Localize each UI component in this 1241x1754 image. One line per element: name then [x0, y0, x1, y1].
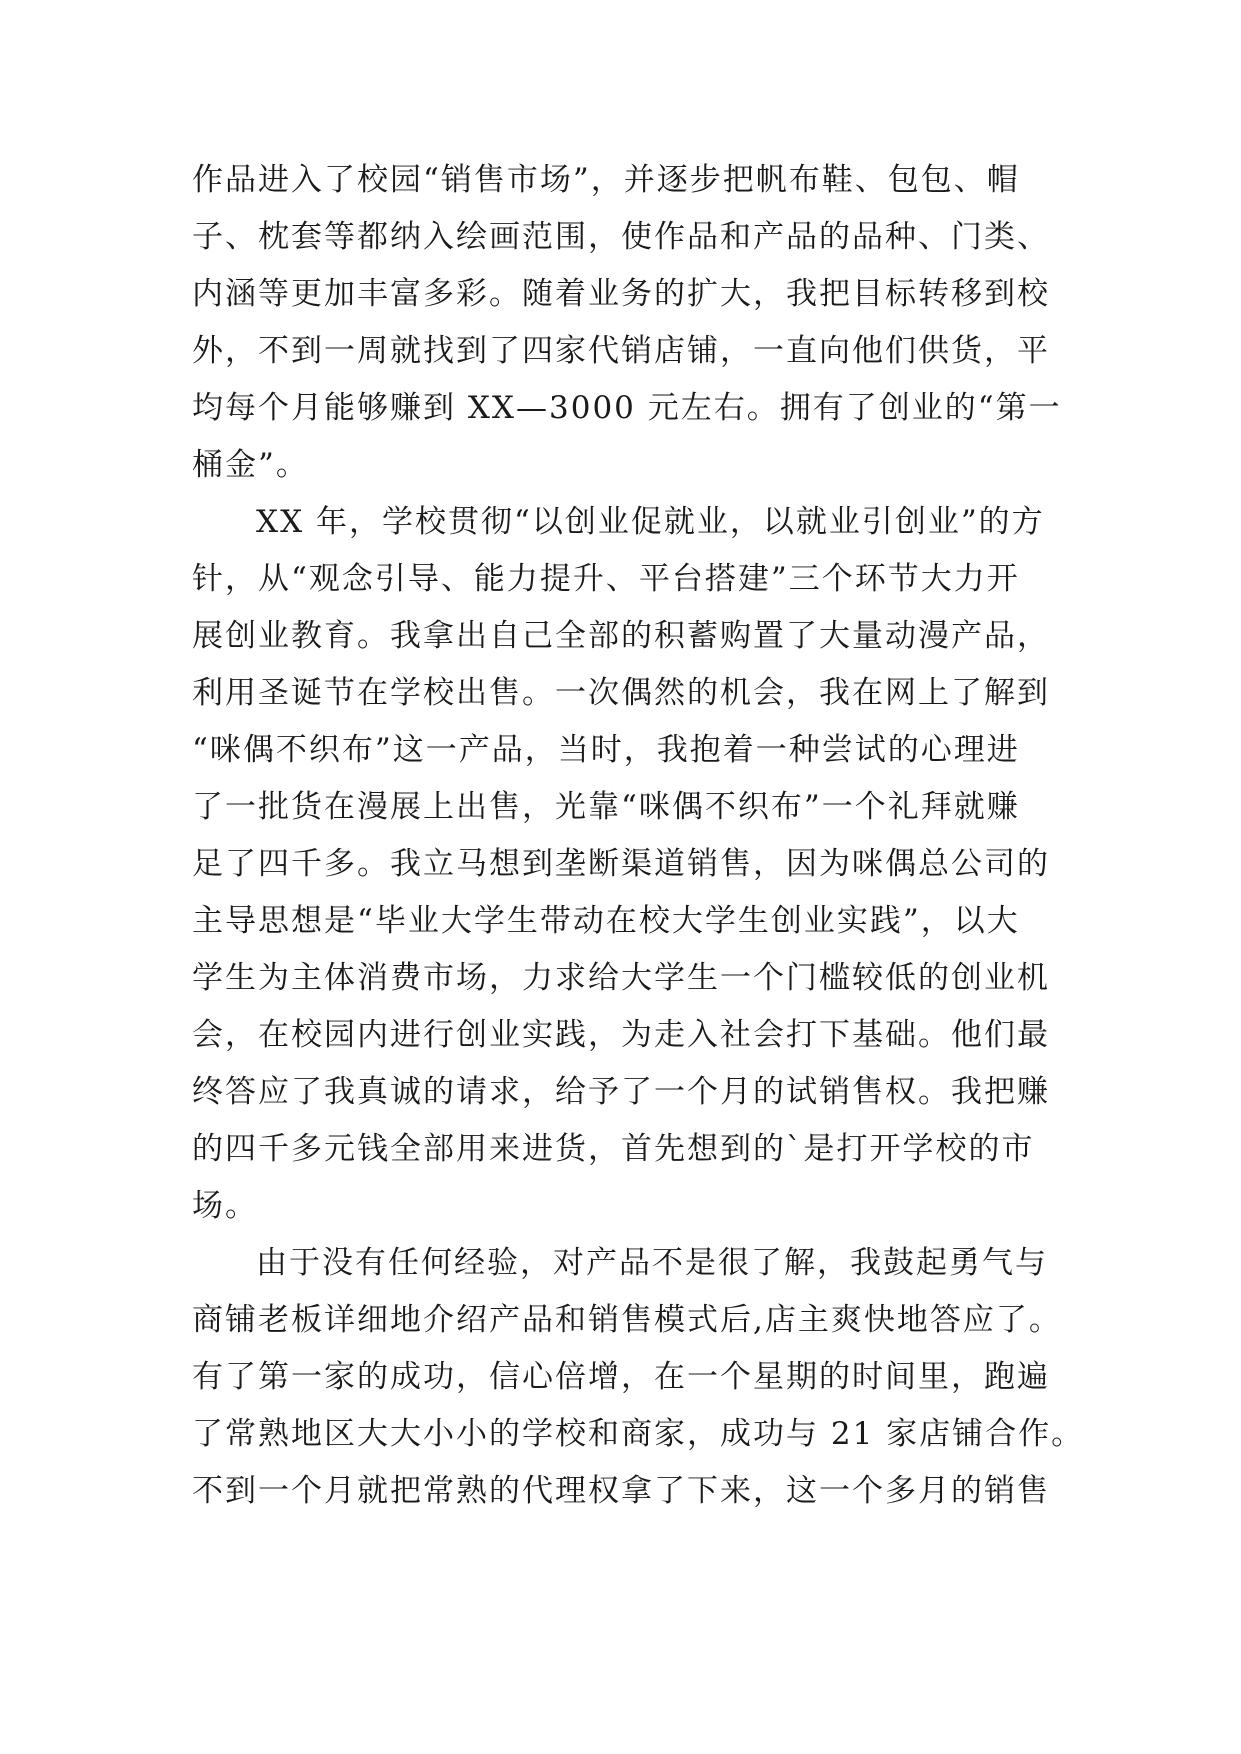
text-line: 了常熟地区大大小小的学校和商家，成功与 21 家店铺合作。	[192, 1416, 1085, 1452]
text-line: 均每个月能够赚到 XX—3000 元左右。拥有了创业的“第一	[192, 390, 1062, 426]
document-body	[192, 152, 1085, 1520]
text-line: 由于没有任何经验，对产品不是很了解，我鼓起勇气与	[256, 1245, 1048, 1281]
text-line: 商铺老板详细地介绍产品和销售模式后,店主爽快地答应了。	[192, 1302, 1062, 1338]
text-line: 不到一个月就把常熟的代理权拿了下来，这一个多月的销售	[192, 1473, 1050, 1509]
text-line: 主导思想是“毕业大学生带动在校大学生创业实践”，以大	[192, 903, 1020, 939]
text-line: 展创业教育。我拿出自己全部的积蓄购置了大量动漫产品，	[192, 618, 1050, 654]
text-line: 桶金”。	[192, 447, 309, 483]
text-line: “咪偶不织布”这一产品，当时，我抱着一种尝试的心理进	[192, 732, 1020, 768]
text-line: 外，不到一周就找到了四家代销店铺，一直向他们供货，平	[192, 333, 1050, 369]
text-line: 的四千多元钱全部用来进货，首先想到的`是打开学校的市	[192, 1131, 1035, 1167]
text-line: 作品进入了校园“销售市场”，并逐步把帆布鞋、包包、帽	[192, 162, 1020, 198]
text-line: 有了第一家的成功，信心倍增，在一个星期的时间里，跑遍	[192, 1359, 1050, 1395]
text-line: 终答应了我真诚的请求，给予了一个月的试销售权。我把赚	[192, 1074, 1050, 1110]
paragraph-1	[192, 152, 1072, 494]
text-line: 足了四千多。我立马想到垄断渠道销售，因为咪偶总公司的	[192, 846, 1050, 882]
paragraph-2	[192, 494, 1072, 1235]
text-line: 了一批货在漫展上出售，光靠“咪偶不织布”一个礼拜就赚	[192, 789, 1020, 825]
text-line: 针，从“观念引导、能力提升、平台搭建”三个环节大力开	[192, 561, 1020, 597]
text-line: 子、枕套等都纳入绘画范围，使作品和产品的品种、门类、	[192, 219, 1050, 255]
text-line: 学生为主体消费市场，力求给大学生一个门槛较低的创业机	[192, 960, 1050, 996]
text-line: 内涵等更加丰富多彩。随着业务的扩大，我把目标转移到校	[192, 276, 1050, 312]
paragraph-3	[192, 1235, 1085, 1520]
text-line: 场。	[192, 1188, 258, 1224]
text-line: 会，在校园内进行创业实践，为走入社会打下基础。他们最	[192, 1017, 1050, 1053]
text-line: XX 年，学校贯彻“以创业促就业，以就业引创业”的方	[256, 504, 1045, 540]
text-line: 利用圣诞节在学校出售。一次偶然的机会，我在网上了解到	[192, 675, 1050, 711]
